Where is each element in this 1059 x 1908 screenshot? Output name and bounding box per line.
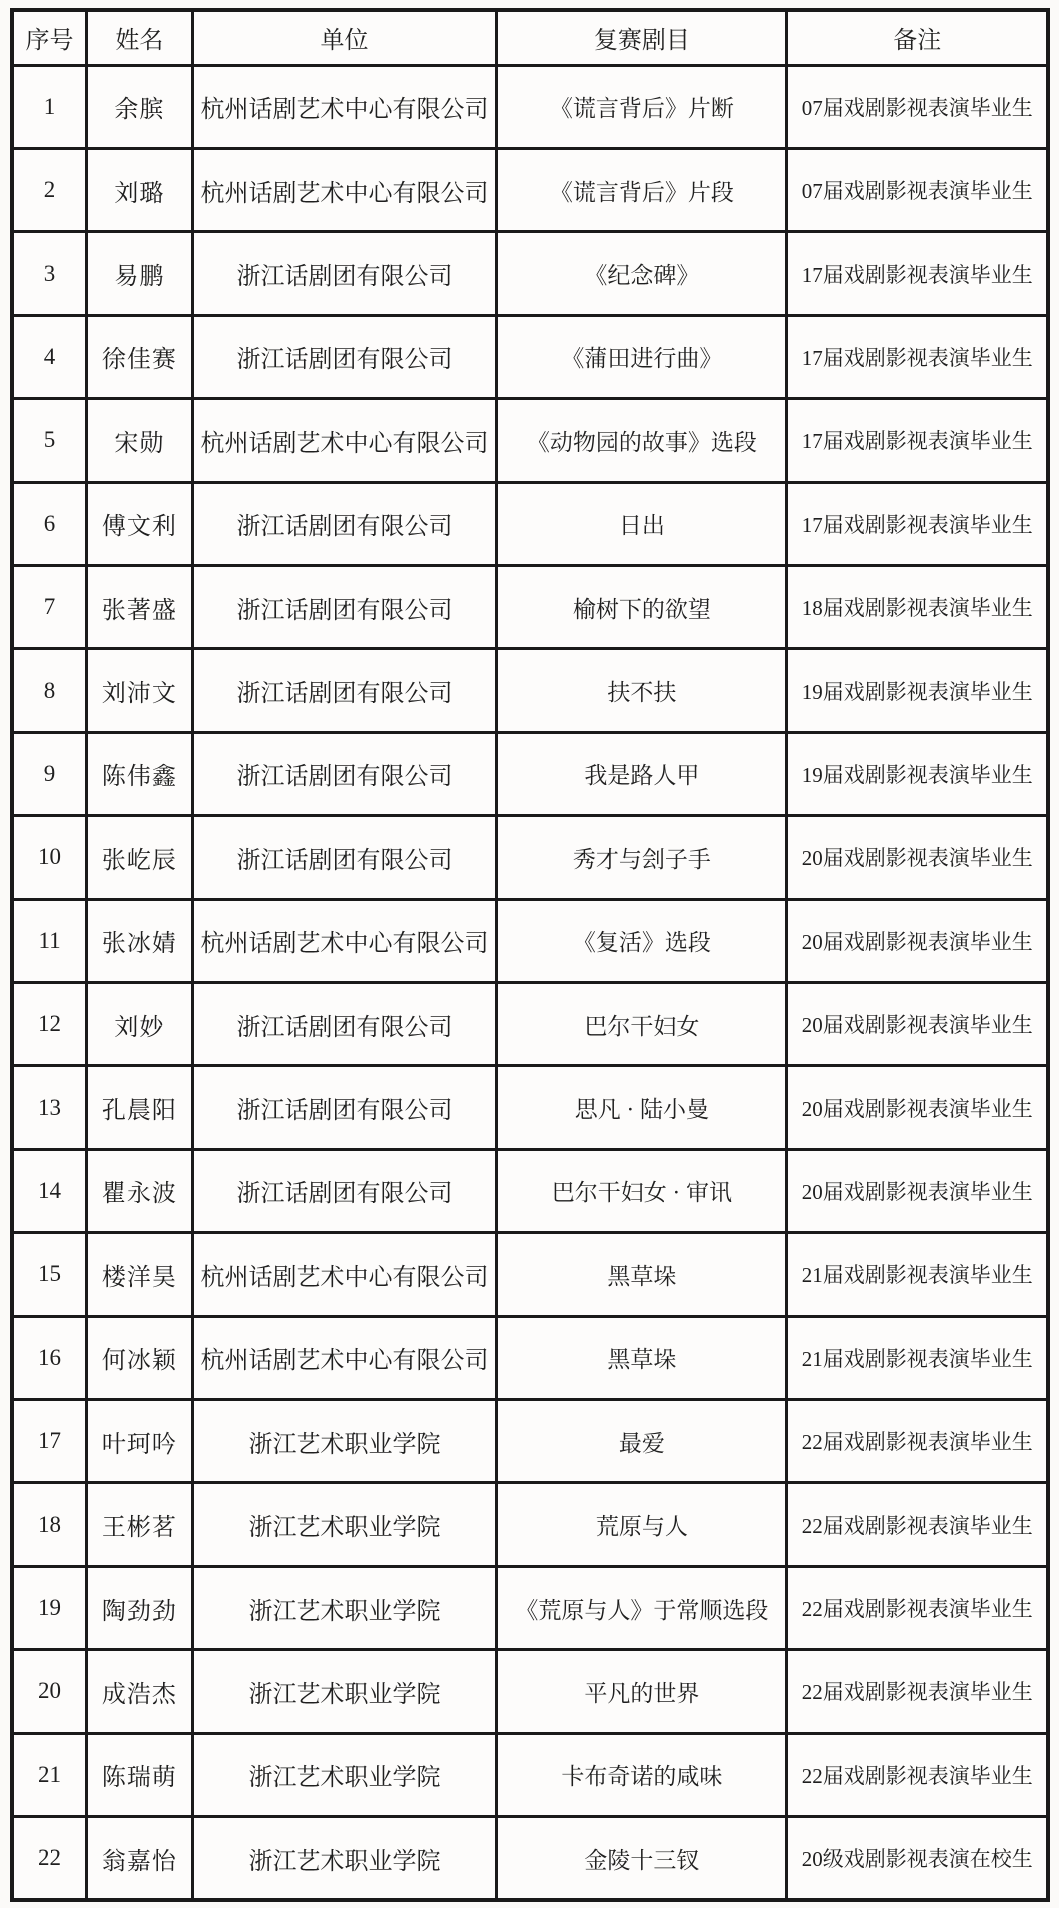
table-row	[12, 148, 1048, 231]
table-row	[12, 816, 1048, 899]
cell-index: 2	[12, 148, 87, 231]
cell-repertoire: 巴尔干妇女	[497, 982, 787, 1065]
cell-index: 4	[12, 315, 87, 398]
cell-repertoire: 平凡的世界	[497, 1650, 787, 1733]
cell-name: 刘沛文	[87, 649, 193, 732]
cell-repertoire: 《复活》选段	[497, 899, 787, 982]
cell-repertoire: 《蒲田进行曲》	[497, 315, 787, 398]
cell-index: 15	[12, 1233, 87, 1316]
cell-remark: 07届戏剧影视表演毕业生	[787, 65, 1048, 148]
cell-index: 5	[12, 399, 87, 482]
cell-name: 张著盛	[87, 565, 193, 648]
cell-index: 20	[12, 1650, 87, 1733]
table-row	[12, 732, 1048, 815]
cell-name: 易鹏	[87, 232, 193, 315]
table-row	[12, 1650, 1048, 1733]
cell-remark: 21届戏剧影视表演毕业生	[787, 1316, 1048, 1399]
table-row	[12, 1483, 1048, 1566]
cell-unit: 浙江艺术职业学院	[192, 1566, 497, 1649]
column-header-repertoire: 复赛剧目	[497, 10, 787, 65]
cell-name: 陈伟鑫	[87, 732, 193, 815]
cell-unit: 浙江话剧团有限公司	[192, 649, 497, 732]
cell-repertoire: 卡布奇诺的咸味	[497, 1733, 787, 1816]
cell-repertoire: 最爱	[497, 1400, 787, 1483]
cell-unit: 浙江艺术职业学院	[192, 1650, 497, 1733]
cell-index: 1	[12, 65, 87, 148]
cell-repertoire: 巴尔干妇女 · 审讯	[497, 1149, 787, 1232]
cell-repertoire: 扶不扶	[497, 649, 787, 732]
cell-index: 3	[12, 232, 87, 315]
cell-unit: 浙江话剧团有限公司	[192, 816, 497, 899]
cell-unit: 杭州话剧艺术中心有限公司	[192, 1233, 497, 1316]
cell-repertoire: 《纪念碑》	[497, 232, 787, 315]
table-row	[12, 1233, 1048, 1316]
cell-name: 陶劲劲	[87, 1566, 193, 1649]
cell-remark: 17届戏剧影视表演毕业生	[787, 399, 1048, 482]
cell-index: 13	[12, 1066, 87, 1149]
cell-unit: 杭州话剧艺术中心有限公司	[192, 899, 497, 982]
table-row	[12, 565, 1048, 648]
cell-name: 张冰婧	[87, 899, 193, 982]
cell-index: 12	[12, 982, 87, 1065]
table-row	[12, 232, 1048, 315]
cell-index: 8	[12, 649, 87, 732]
cell-name: 翁嘉怡	[87, 1817, 193, 1900]
column-header-index: 序号	[12, 10, 87, 65]
cell-remark: 17届戏剧影视表演毕业生	[787, 482, 1048, 565]
cell-unit: 浙江话剧团有限公司	[192, 1066, 497, 1149]
cell-repertoire: 《动物园的故事》选段	[497, 399, 787, 482]
cell-remark: 22届戏剧影视表演毕业生	[787, 1733, 1048, 1816]
table-row	[12, 1733, 1048, 1816]
cell-remark: 20届戏剧影视表演毕业生	[787, 1149, 1048, 1232]
cell-remark: 18届戏剧影视表演毕业生	[787, 565, 1048, 648]
cell-repertoire: 金陵十三钗	[497, 1817, 787, 1900]
cell-name: 余膑	[87, 65, 193, 148]
cell-name: 傅文利	[87, 482, 193, 565]
cell-remark: 07届戏剧影视表演毕业生	[787, 148, 1048, 231]
cell-unit: 浙江话剧团有限公司	[192, 1149, 497, 1232]
cell-index: 22	[12, 1817, 87, 1900]
cell-remark: 19届戏剧影视表演毕业生	[787, 649, 1048, 732]
cell-remark: 22届戏剧影视表演毕业生	[787, 1483, 1048, 1566]
cell-repertoire: 黑草垛	[497, 1233, 787, 1316]
column-header-name: 姓名	[87, 10, 193, 65]
cell-repertoire: 我是路人甲	[497, 732, 787, 815]
cell-name: 瞿永波	[87, 1149, 193, 1232]
cell-name: 楼洋昊	[87, 1233, 193, 1316]
cell-name: 陈瑞萌	[87, 1733, 193, 1816]
cell-remark: 22届戏剧影视表演毕业生	[787, 1566, 1048, 1649]
cell-name: 刘妙	[87, 982, 193, 1065]
cell-remark: 21届戏剧影视表演毕业生	[787, 1233, 1048, 1316]
cell-name: 成浩杰	[87, 1650, 193, 1733]
cell-repertoire: 《荒原与人》于常顺选段	[497, 1566, 787, 1649]
cell-repertoire: 荒原与人	[497, 1483, 787, 1566]
cell-remark: 19届戏剧影视表演毕业生	[787, 732, 1048, 815]
cell-remark: 17届戏剧影视表演毕业生	[787, 315, 1048, 398]
cell-remark: 22届戏剧影视表演毕业生	[787, 1400, 1048, 1483]
cell-unit: 杭州话剧艺术中心有限公司	[192, 399, 497, 482]
cell-repertoire: 日出	[497, 482, 787, 565]
table-body	[12, 65, 1048, 1900]
cell-index: 21	[12, 1733, 87, 1816]
cell-name: 宋勋	[87, 399, 193, 482]
cell-index: 11	[12, 899, 87, 982]
cell-index: 19	[12, 1566, 87, 1649]
cell-index: 16	[12, 1316, 87, 1399]
cell-name: 孔晨阳	[87, 1066, 193, 1149]
cell-unit: 浙江话剧团有限公司	[192, 232, 497, 315]
cell-index: 6	[12, 482, 87, 565]
cell-index: 10	[12, 816, 87, 899]
table-row	[12, 65, 1048, 148]
cell-index: 18	[12, 1483, 87, 1566]
cell-index: 17	[12, 1400, 87, 1483]
column-header-unit: 单位	[192, 10, 497, 65]
cell-name: 刘璐	[87, 148, 193, 231]
table-row	[12, 982, 1048, 1065]
cell-unit: 浙江艺术职业学院	[192, 1817, 497, 1900]
cell-repertoire: 《谎言背后》片段	[497, 148, 787, 231]
cell-index: 14	[12, 1149, 87, 1232]
table-row	[12, 1316, 1048, 1399]
table-row	[12, 1149, 1048, 1232]
cell-name: 张屹辰	[87, 816, 193, 899]
cell-unit: 浙江话剧团有限公司	[192, 982, 497, 1065]
table-row	[12, 649, 1048, 732]
cell-remark: 20届戏剧影视表演毕业生	[787, 816, 1048, 899]
cell-repertoire: 思凡 · 陆小曼	[497, 1066, 787, 1149]
cell-unit: 浙江艺术职业学院	[192, 1483, 497, 1566]
table-row	[12, 1066, 1048, 1149]
cell-name: 叶珂吟	[87, 1400, 193, 1483]
cell-repertoire: 《谎言背后》片断	[497, 65, 787, 148]
cell-unit: 浙江话剧团有限公司	[192, 315, 497, 398]
table-row	[12, 899, 1048, 982]
cell-unit: 浙江话剧团有限公司	[192, 732, 497, 815]
cell-name: 何冰颖	[87, 1316, 193, 1399]
header-row	[12, 10, 1048, 65]
cell-remark: 17届戏剧影视表演毕业生	[787, 232, 1048, 315]
cell-unit: 杭州话剧艺术中心有限公司	[192, 1316, 497, 1399]
cell-unit: 浙江艺术职业学院	[192, 1400, 497, 1483]
cell-name: 徐佳赛	[87, 315, 193, 398]
table-row	[12, 1566, 1048, 1649]
table-row	[12, 399, 1048, 482]
cell-unit: 浙江艺术职业学院	[192, 1733, 497, 1816]
table-row	[12, 482, 1048, 565]
cell-unit: 杭州话剧艺术中心有限公司	[192, 65, 497, 148]
cell-remark: 20级戏剧影视表演在校生	[787, 1817, 1048, 1900]
table-row	[12, 1817, 1048, 1900]
cell-name: 王彬茗	[87, 1483, 193, 1566]
cell-unit: 浙江话剧团有限公司	[192, 482, 497, 565]
cell-repertoire: 秀才与刽子手	[497, 816, 787, 899]
cell-index: 7	[12, 565, 87, 648]
table-row	[12, 1400, 1048, 1483]
column-header-remark: 备注	[787, 10, 1048, 65]
cell-remark: 22届戏剧影视表演毕业生	[787, 1650, 1048, 1733]
cell-repertoire: 榆树下的欲望	[497, 565, 787, 648]
cell-index: 9	[12, 732, 87, 815]
cell-unit: 浙江话剧团有限公司	[192, 565, 497, 648]
cell-unit: 杭州话剧艺术中心有限公司	[192, 148, 497, 231]
cell-repertoire: 黑草垛	[497, 1316, 787, 1399]
participants-table	[10, 8, 1050, 1902]
cell-remark: 20届戏剧影视表演毕业生	[787, 1066, 1048, 1149]
table-row	[12, 315, 1048, 398]
cell-remark: 20届戏剧影视表演毕业生	[787, 899, 1048, 982]
cell-remark: 20届戏剧影视表演毕业生	[787, 982, 1048, 1065]
